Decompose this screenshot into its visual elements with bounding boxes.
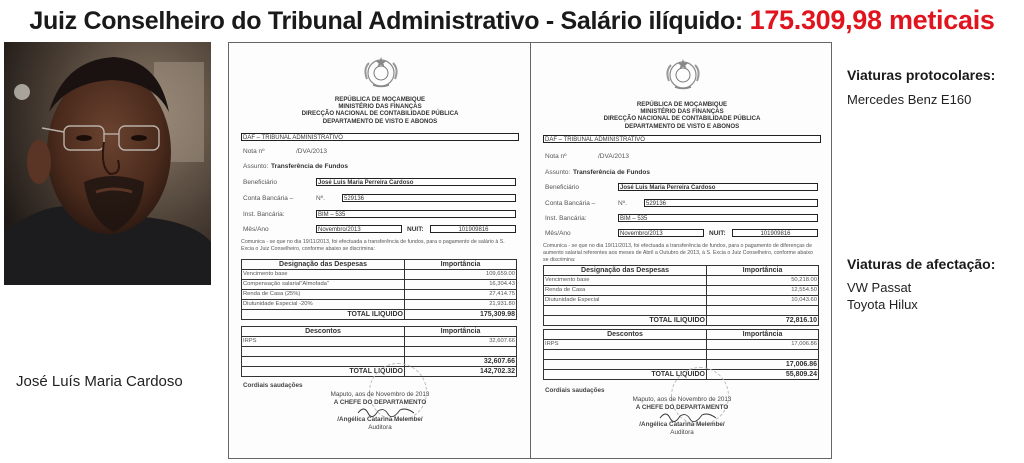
mes-value: Novembro/2013 xyxy=(618,229,704,237)
row-label: Renda de Casa (25%) xyxy=(242,290,405,300)
descontos-subtotal-row xyxy=(242,357,517,367)
nuit-value: 101909816 xyxy=(732,229,818,237)
conta-value: 529136 xyxy=(644,199,818,207)
dept-box: DAF – TRIBUNAL ADMINISTRATIVO xyxy=(241,133,519,141)
col-header: Designação das Despesas xyxy=(242,260,405,270)
row-value: 16,304.43 xyxy=(405,280,517,290)
cargo: Auditora xyxy=(368,424,392,431)
row-label: Vencimento base xyxy=(544,276,707,286)
nuit-label: NUIT: xyxy=(407,226,424,233)
chefe-title: A CHEFE DO DEPARTAMENTO xyxy=(635,404,729,411)
communication-paragraph: Comunica - se que no dia 19/11/2013, foi efectuada a transferência de fundos, para o pagamento de diferenças de aumento salarial referentes aos meses de Abril a Outubro de 2013, à S. Excia o Juiz Conselheiro, conforme abaixo se discrimina: xyxy=(543,243,813,263)
dept-box: DAF – TRIBUNAL ADMINISTRATIVO xyxy=(543,135,821,143)
cargo: Auditora xyxy=(670,429,694,436)
viaturas-afectacao-title: Viaturas de afectação: xyxy=(847,256,996,272)
row-value: 12,554.50 xyxy=(707,286,819,296)
viatura-afectacao-item: Toyota Hilux xyxy=(847,297,918,312)
document-header xyxy=(241,96,519,125)
beneficiario-label: Beneficiário xyxy=(545,184,579,191)
saudacoes: Cordiais saudações xyxy=(243,382,303,389)
row-label: Compensação salarial"Almofada" xyxy=(242,280,405,290)
table-row xyxy=(242,337,517,347)
headline-amount: 175.309,98 meticais xyxy=(749,5,995,35)
local-data: Maputo, aos de Novembro de 2013 xyxy=(632,396,732,403)
table-row xyxy=(544,350,819,360)
header-line: REPÚBLICA DE MOÇAMBIQUE xyxy=(636,101,728,108)
col-header: Descontos xyxy=(242,327,405,337)
row-label: Diutunidade Especial xyxy=(544,296,707,306)
total-label: TOTAL LIQUIDO xyxy=(544,370,707,380)
local-data: Maputo, aos de Novembro de 2013 xyxy=(330,391,430,398)
row-value: 109,659.00 xyxy=(405,270,517,280)
document-nota-1 xyxy=(228,42,531,459)
row-value: 21,931.80 xyxy=(405,300,517,310)
document-nota-2 xyxy=(530,42,832,459)
col-header: Importância xyxy=(707,266,819,276)
assinante: /Angélica Catarina Melembe/ xyxy=(337,416,423,423)
header-line: DEPARTAMENTO DE VISTO E ABONOS xyxy=(624,122,740,130)
nuit-value: 101909816 xyxy=(430,225,516,233)
conta-no-label: Nº. xyxy=(316,195,325,202)
table-row xyxy=(242,347,517,357)
header-line: DIRECÇÃO NACIONAL DE CONTABILIDADE PÚBLICA xyxy=(603,115,761,123)
viatura-protocolar-item: Mercedes Benz E160 xyxy=(847,92,972,107)
headline-text: Juiz Conselheiro do Tribunal Administrativo - Salário ilíquido: xyxy=(29,7,750,35)
row-value xyxy=(707,306,819,316)
row-value: 50,218.00 xyxy=(707,276,819,286)
col-header: Designação das Despesas xyxy=(544,266,707,276)
row-label: Renda de Casa xyxy=(544,286,707,296)
total-iliquido-row xyxy=(242,310,517,320)
mes-label: Mês/Ano xyxy=(545,230,571,237)
inst-label: Inst. Bancária: xyxy=(243,211,285,218)
total-iliquido-row xyxy=(544,316,819,326)
row-label: Vencimento base xyxy=(242,270,405,280)
header-line: DIRECÇÃO NACIONAL DE CONTABILIDADE PÚBLICA xyxy=(301,110,459,118)
total-label: TOTAL ILIQUIDO xyxy=(544,316,707,326)
conta-label: Conta Bancária – xyxy=(545,200,596,207)
inst-label: Inst. Bancária: xyxy=(545,215,587,222)
row-value: 32,607.66 xyxy=(405,337,517,347)
viatura-afectacao-item: VW Passat xyxy=(847,280,912,295)
total-value: 72,816.10 xyxy=(707,316,819,326)
saudacoes: Cordiais saudações xyxy=(545,387,605,394)
table-row xyxy=(544,276,819,286)
subtotal-value: 32,607.66 xyxy=(405,357,517,367)
mozambique-emblem-icon xyxy=(361,55,401,89)
descontos-subtotal-row xyxy=(544,360,819,370)
row-value: 10,043.60 xyxy=(707,296,819,306)
nota-value: /DVA/2013 xyxy=(598,153,629,160)
total-label: TOTAL LIQUIDO xyxy=(242,367,405,377)
row-label xyxy=(544,306,707,316)
mes-label: Mês/Ano xyxy=(243,226,269,233)
mes-value: Novembro/2013 xyxy=(316,225,402,233)
chefe-title: A CHEFE DO DEPARTAMENTO xyxy=(333,399,427,406)
despesas-table xyxy=(241,259,517,320)
header-line: REPÚBLICA DE MOÇAMBIQUE xyxy=(334,96,426,103)
row-label: IRPS xyxy=(544,340,707,350)
assunto-value: Transferência de Fundos xyxy=(271,163,348,170)
nota-label: Nota nº xyxy=(545,153,567,160)
row-label: Diutunidade Especial -20% xyxy=(242,300,405,310)
viaturas-protocolares-title: Viaturas protocolares: xyxy=(847,67,996,83)
col-header: Importância xyxy=(405,260,517,270)
beneficiario-label: Beneficiário xyxy=(243,179,277,186)
table-row xyxy=(544,286,819,296)
nota-value: /DVA/2013 xyxy=(296,148,327,155)
assunto-label: Assunto: xyxy=(243,163,269,170)
table-row xyxy=(242,270,517,280)
table-row xyxy=(242,290,517,300)
assunto-value: Transferência de Fundos xyxy=(573,169,650,176)
nuit-label: NUIT: xyxy=(709,230,726,237)
portrait-illustration xyxy=(4,42,211,285)
row-label: IRPS xyxy=(242,337,405,347)
communication-paragraph: Comunica - se que no dia 19/11/2013, foi efectuada a transferência de fundos, para o pagamento de salário à S. Excia o Juiz Conselheiro, conforme abaixo se discrimina: xyxy=(241,239,505,252)
inst-value: BIM – 535 xyxy=(618,214,818,222)
inst-value: BIM – 535 xyxy=(316,210,516,218)
total-label: TOTAL ILIQUIDO xyxy=(242,310,405,320)
despesas-table xyxy=(543,265,819,326)
row-value: 27,414.75 xyxy=(405,290,517,300)
conta-no-label: Nº. xyxy=(618,200,627,207)
beneficiario-value: José Luis Maria Perreira Cardoso xyxy=(618,183,818,191)
subtotal-value: 17,006.86 xyxy=(707,360,819,370)
table-row xyxy=(544,296,819,306)
total-value: 175,309.98 xyxy=(405,310,517,320)
table-row xyxy=(544,306,819,316)
conta-label: Conta Bancária – xyxy=(243,195,294,202)
nota-label: Nota nº xyxy=(243,148,265,155)
beneficiario-value: José Luis Maria Perreira Cardoso xyxy=(316,178,516,186)
portrait-photo xyxy=(4,42,211,285)
table-row xyxy=(242,280,517,290)
header-line: MINISTÉRIO DAS FINANÇAS xyxy=(640,108,724,116)
assunto-label: Assunto: xyxy=(545,169,571,176)
photo-caption: José Luís Maria Cardoso xyxy=(16,373,183,390)
col-header: Importância xyxy=(405,327,517,337)
col-header: Importância xyxy=(707,330,819,340)
document-header xyxy=(543,101,821,130)
total-value: 142,702.32 xyxy=(405,367,517,377)
row-value: 17,006.86 xyxy=(707,340,819,350)
assinante: /Angélica Catarina Melembe/ xyxy=(639,421,725,428)
header-line: DEPARTAMENTO DE VISTO E ABONOS xyxy=(322,117,438,125)
col-header: Descontos xyxy=(544,330,707,340)
header-line: MINISTÉRIO DAS FINANÇAS xyxy=(338,103,422,111)
conta-value: 529136 xyxy=(342,194,516,202)
mozambique-emblem-icon xyxy=(663,57,703,91)
total-value: 55,809.24 xyxy=(707,370,819,380)
table-row xyxy=(242,300,517,310)
headline xyxy=(0,0,1024,40)
table-row xyxy=(544,340,819,350)
